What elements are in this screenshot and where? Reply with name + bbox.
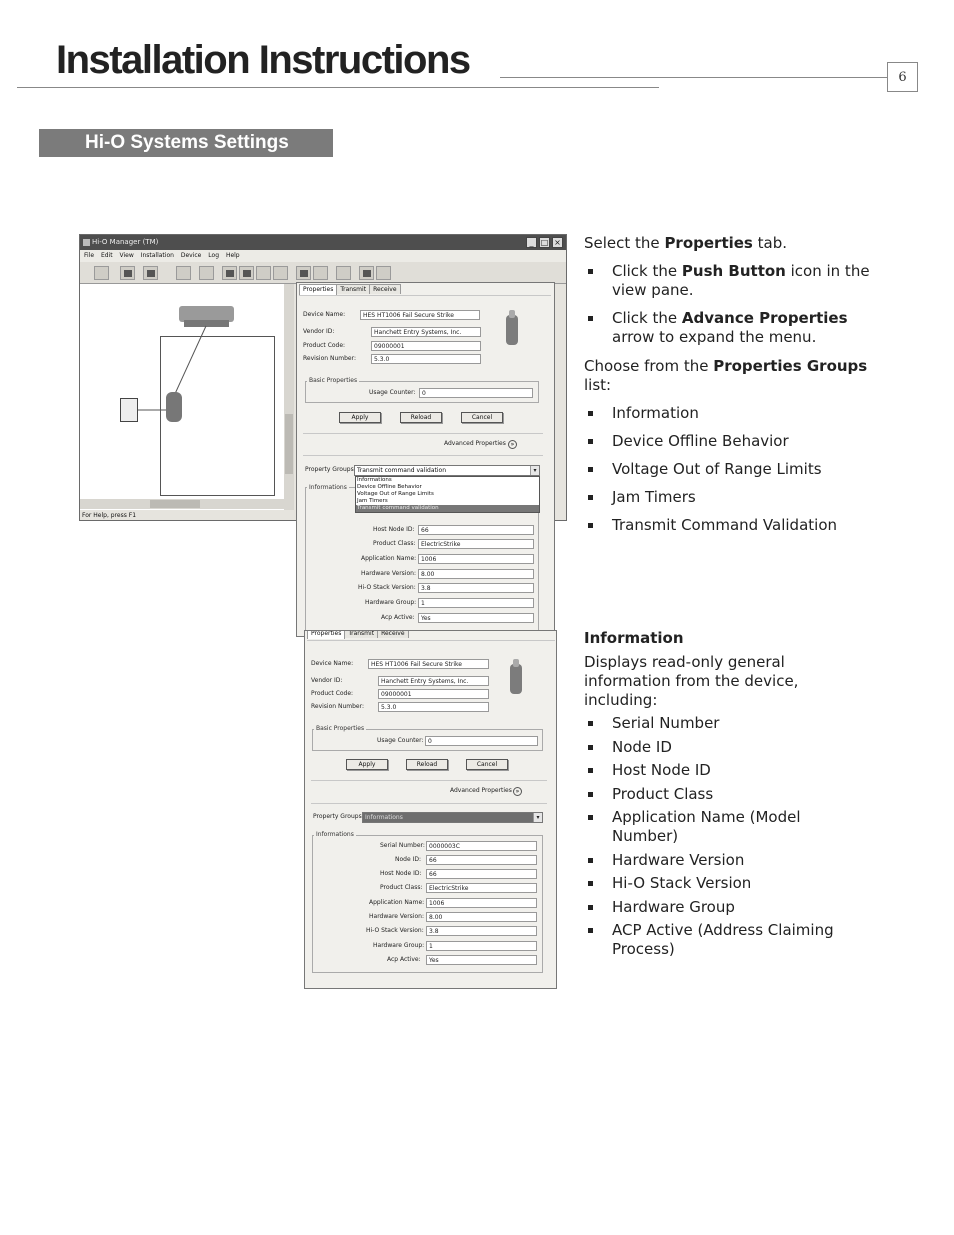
hardware-group-field: 1 xyxy=(426,941,537,951)
list-icon[interactable] xyxy=(199,266,214,280)
revision-number-label: Revision Number: xyxy=(311,703,365,710)
expand-arrow-icon[interactable]: » xyxy=(508,440,517,449)
application-name-row xyxy=(317,554,537,565)
hio-stack-version-row xyxy=(319,926,541,937)
instruction-step-2: Click the Push Button icon in the view pane. xyxy=(584,262,884,300)
device-name-label: Device Name: xyxy=(311,660,354,667)
divider xyxy=(303,455,543,456)
information-item: Application Name (Model Number) xyxy=(584,808,844,846)
strike-device-icon[interactable] xyxy=(166,392,182,422)
serial-number-row xyxy=(319,841,541,852)
device-name-label: Device Name: xyxy=(303,311,346,318)
apply-button[interactable]: Apply xyxy=(346,759,388,770)
divider xyxy=(311,803,547,804)
menu-edit[interactable]: Edit xyxy=(100,252,113,259)
serial-number-label: Serial Number: xyxy=(380,842,425,849)
application-name-label: Application Name: xyxy=(369,899,425,906)
menu-view[interactable]: View xyxy=(119,252,134,259)
vendor-id-label: Vendor ID: xyxy=(311,677,343,684)
dropdown-option[interactable]: Device Offline Behavior xyxy=(357,484,422,490)
push-button-icon[interactable] xyxy=(273,266,288,280)
vendor-id-field: Hanchett Entry Systems, Inc. xyxy=(378,676,489,686)
menu-bar xyxy=(80,250,566,262)
group-item: Voltage Out of Range Limits xyxy=(584,460,884,479)
node-id-label: Node ID: xyxy=(395,856,421,863)
hardware-version-field: 8.00 xyxy=(426,912,537,922)
hardware-group-row xyxy=(319,941,541,952)
hardware-version-row xyxy=(317,569,537,580)
close-icon[interactable]: × xyxy=(552,237,563,248)
selected-group: Informations xyxy=(365,814,403,821)
acp-active-row xyxy=(319,955,541,966)
group-item: Transmit Command Validation xyxy=(584,516,884,535)
information-description: Displays read-only general information from the device, including: xyxy=(584,653,799,709)
application-name-field: 1006 xyxy=(426,898,537,908)
section-title: Hi-O Systems Settings xyxy=(39,129,333,157)
menu-installation[interactable]: Installation xyxy=(140,252,174,259)
information-item: Hardware Version xyxy=(584,851,884,870)
acp-active-row xyxy=(317,613,537,624)
product-class-field: ElectricStrike xyxy=(426,883,537,893)
chevron-down-icon[interactable]: ▾ xyxy=(530,466,539,475)
instruction-step-3: Click the Advance Properties arrow to expand the menu. xyxy=(584,309,884,347)
usage-counter-label: Usage Counter: xyxy=(377,737,424,744)
hardware-group-row xyxy=(317,598,537,609)
menu-file[interactable]: File xyxy=(84,252,95,259)
hio-stack-version-row xyxy=(317,583,537,594)
vendor-id-label: Vendor ID: xyxy=(303,328,335,335)
product-code-label: Product Code: xyxy=(311,690,354,697)
divider xyxy=(303,433,543,434)
usage-counter-row xyxy=(377,736,542,747)
advanced-properties-label: Advanced Properties xyxy=(444,440,506,447)
property-groups-label: Property Groups xyxy=(313,813,362,820)
property-groups-select[interactable] xyxy=(362,812,543,823)
information-item: Node ID xyxy=(584,738,884,757)
device-name-field: HES HT1006 Fail Secure Strike xyxy=(368,659,489,669)
advanced-properties-label: Advanced Properties xyxy=(450,787,512,794)
acp-active-label: Acp Active: xyxy=(387,956,421,963)
vendor-id-field: Hanchett Entry Systems, Inc. xyxy=(371,327,481,337)
usage-counter-field: 0 xyxy=(425,736,538,746)
application-name-row xyxy=(319,898,541,909)
selected-group: Transmit command validation xyxy=(357,467,447,474)
bars-icon[interactable] xyxy=(296,266,311,280)
reload-button[interactable]: Reload xyxy=(400,412,442,423)
search-icon[interactable] xyxy=(176,266,191,280)
header-rule-upper xyxy=(500,77,887,78)
instruction-step-1: Select the Properties tab. xyxy=(584,234,787,252)
hardware-group-label: Hardware Group: xyxy=(365,599,417,606)
information-item: Product Class xyxy=(584,785,884,804)
information-item: Hardware Group xyxy=(584,898,884,917)
acp-active-label: Acp Active: xyxy=(381,614,415,621)
product-class-row xyxy=(319,883,541,894)
host-node-id-row xyxy=(317,525,537,536)
hio-stack-version-label: Hi-O Stack Version: xyxy=(366,927,424,934)
install-icon[interactable] xyxy=(94,266,109,280)
product-code-label: Product Code: xyxy=(303,342,346,349)
usage-counter-row xyxy=(369,388,539,399)
strike-device-image xyxy=(510,664,522,694)
dropdown-option[interactable]: Voltage Out of Range Limits xyxy=(357,491,434,497)
revision-number-label: Revision Number: xyxy=(303,355,357,362)
usage-counter-field: 0 xyxy=(419,388,533,398)
tab-properties[interactable]: Properties xyxy=(307,630,345,639)
wrench-icon[interactable] xyxy=(256,266,271,280)
hardware-group-label: Hardware Group: xyxy=(373,942,425,949)
informations-label: Informations xyxy=(316,831,354,838)
expand-arrow-icon[interactable]: » xyxy=(513,787,522,796)
hardware-version-label: Hardware Version: xyxy=(369,913,424,920)
globe-icon[interactable] xyxy=(222,266,237,280)
device-name-field: HES HT1006 Fail Secure Strike xyxy=(360,310,480,320)
minimize-icon[interactable]: _ xyxy=(526,237,537,248)
basic-properties-label: Basic Properties xyxy=(309,377,358,384)
dropdown-option[interactable]: Informations xyxy=(357,477,392,483)
properties-dialog-information xyxy=(304,630,557,989)
property-groups-select[interactable] xyxy=(354,465,540,476)
vertical-scrollbar[interactable] xyxy=(284,284,294,510)
host-node-id-label: Host Node ID: xyxy=(373,526,415,533)
informations-label: Informations xyxy=(309,484,347,491)
group-item: Information xyxy=(584,404,884,423)
chevron-down-icon[interactable]: ▾ xyxy=(533,813,542,822)
record-icon[interactable] xyxy=(359,266,374,280)
horizontal-scrollbar[interactable] xyxy=(80,499,284,509)
dropdown-option[interactable]: Jam Timers xyxy=(357,498,388,504)
application-name-label: Application Name: xyxy=(361,555,417,562)
toolbar xyxy=(80,262,566,284)
hardware-version-label: Hardware Version: xyxy=(361,570,416,577)
basic-properties-label: Basic Properties xyxy=(316,725,365,732)
scroll-thumb[interactable] xyxy=(150,500,200,508)
dropdown-option-selected[interactable]: Transmit command validation xyxy=(356,505,539,512)
network-icon[interactable] xyxy=(239,266,254,280)
tab-transmit[interactable]: Transmit xyxy=(336,284,370,294)
properties-dialog-expanded xyxy=(296,282,555,637)
hardware-version-row xyxy=(319,912,541,923)
tab-properties[interactable]: Properties xyxy=(299,284,337,295)
hardware-version-field: 8.00 xyxy=(418,569,534,579)
product-class-label: Product Class: xyxy=(380,884,423,891)
hio-stack-version-label: Hi-O Stack Version: xyxy=(358,584,416,591)
revision-number-field: 5.3.0 xyxy=(371,354,481,364)
help-icon[interactable] xyxy=(376,266,391,280)
page-title: Installation Instructions xyxy=(56,38,470,82)
maximize-icon[interactable]: □ xyxy=(540,238,549,247)
pause-icon[interactable] xyxy=(313,266,328,280)
information-heading: Information xyxy=(584,629,684,647)
tab-transmit[interactable]: Transmit xyxy=(344,630,378,638)
information-item: Serial Number xyxy=(584,714,884,733)
tab-receive[interactable]: Receive xyxy=(369,284,401,294)
hio-stack-version-field: 3.8 xyxy=(418,583,534,593)
property-groups-dropdown xyxy=(355,476,540,513)
window-titlebar xyxy=(80,235,566,250)
product-class-label: Product Class: xyxy=(373,540,416,547)
divider xyxy=(311,780,547,781)
information-item: ACP Active (Address Claiming Process) xyxy=(584,921,864,959)
connection-lines xyxy=(80,284,284,499)
scroll-thumb[interactable] xyxy=(285,414,293,474)
menu-help[interactable]: Help xyxy=(225,252,240,259)
hio-stack-version-field: 3.8 xyxy=(426,926,537,936)
usage-counter-label: Usage Counter: xyxy=(369,389,416,396)
strike-device-image xyxy=(506,315,518,345)
node-id-row xyxy=(319,855,541,866)
apply-button[interactable]: Apply xyxy=(339,412,381,423)
product-class-row xyxy=(317,539,537,550)
host-node-id-row xyxy=(319,869,541,880)
tab-bar xyxy=(299,284,400,295)
node-id-field: 66 xyxy=(426,855,537,865)
menu-device[interactable]: Device xyxy=(180,252,202,259)
serial-number-field: 0000003C xyxy=(426,841,537,851)
tab-bar xyxy=(307,630,408,639)
host-node-id-field: 66 xyxy=(418,525,534,535)
group-item: Jam Timers xyxy=(584,488,884,507)
cancel-button[interactable]: Cancel xyxy=(461,412,503,423)
revision-number-row xyxy=(303,354,543,365)
push-button-device-icon[interactable] xyxy=(120,398,138,422)
view-pane[interactable] xyxy=(80,284,294,510)
group-item: Device Offline Behavior xyxy=(584,432,884,451)
reload-button[interactable]: Reload xyxy=(406,759,448,770)
tab-receive[interactable]: Receive xyxy=(377,630,409,638)
cancel-button[interactable]: Cancel xyxy=(466,759,508,770)
host-node-id-field: 66 xyxy=(426,869,537,879)
information-item: Hi-O Stack Version xyxy=(584,874,884,893)
tab-divider xyxy=(299,295,551,296)
tab-divider xyxy=(307,640,555,641)
app-icon xyxy=(83,239,90,246)
property-groups-label: Property Groups xyxy=(305,466,354,473)
information-item: Host Node ID xyxy=(584,761,884,780)
header-rule xyxy=(17,87,659,88)
host-node-id-label: Host Node ID: xyxy=(380,870,422,877)
window-title: Hi-O Manager (TM) xyxy=(92,238,159,246)
acp-active-field: Yes xyxy=(418,613,534,623)
hardware-group-field: 1 xyxy=(418,598,534,608)
product-class-field: ElectricStrike xyxy=(418,539,534,549)
status-bar: For Help, press F1 xyxy=(80,510,566,521)
menu-log[interactable]: Log xyxy=(208,252,220,259)
revision-number-row xyxy=(311,702,551,713)
acp-active-field: Yes xyxy=(426,955,537,965)
groups-intro: Choose from the Properties Groups list: xyxy=(584,357,868,394)
application-name-field: 1006 xyxy=(418,554,534,564)
hand-icon[interactable] xyxy=(336,266,351,280)
grid-icon[interactable] xyxy=(120,266,135,280)
grid-alt-icon[interactable] xyxy=(143,266,158,280)
product-code-field: 09000001 xyxy=(378,689,489,699)
revision-number-field: 5.3.0 xyxy=(378,702,489,712)
product-code-field: 09000001 xyxy=(371,341,481,351)
page-number: 6 xyxy=(887,62,918,92)
